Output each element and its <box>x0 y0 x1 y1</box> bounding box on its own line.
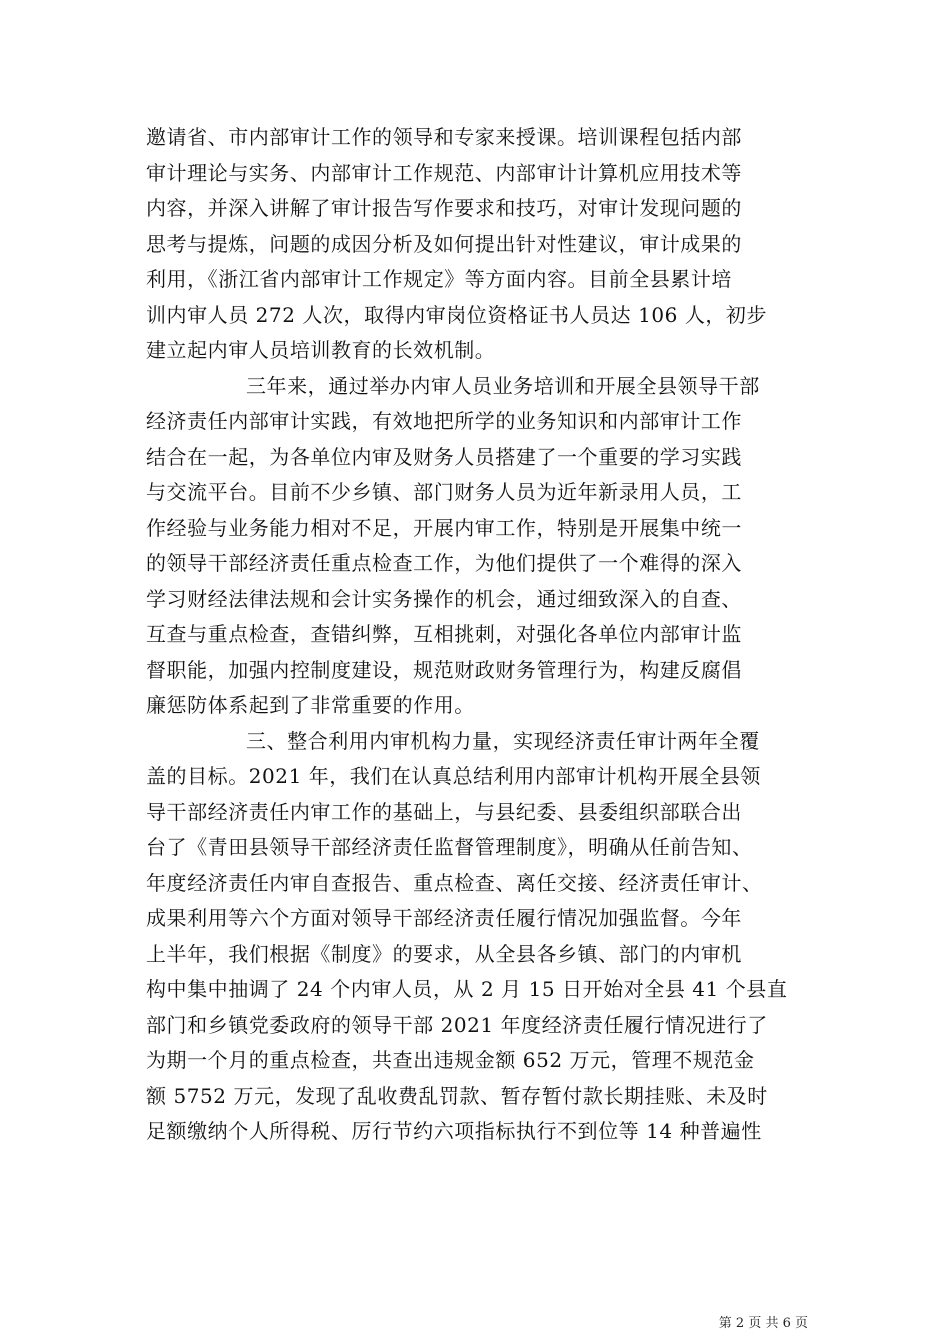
body-text <box>146 120 808 1150</box>
text-line: 利用，《浙江省内部审计工作规定》等方面内容。目前全县累计培 <box>146 267 732 291</box>
text-line: 为期一个月的重点检查，共查出违规金额 652 万元，管理不规范金 <box>146 1048 755 1072</box>
paragraph <box>146 724 808 1150</box>
text-line: 结合在一起，为各单位内审及财务人员搭建了一个重要的学习实践 <box>146 444 742 469</box>
text-line: 建立起内审人员培训教育的长效机制。 <box>146 338 496 362</box>
text-line: 互查与重点检查，查错纠弊，互相挑刺，对强化各单位内部审计监 <box>146 622 742 646</box>
text-line: 廉惩防体系起到了非常重要的作用。 <box>146 693 475 717</box>
text-line: 经济责任内部审计实践，有效地把所学的业务知识和内部审计工作 <box>146 409 742 433</box>
text-line: 审计理论与实务、内部审计工作规范、内部审计计算机应用技术等 <box>146 160 742 185</box>
text-line: 台了《青田县领导干部经济责任监督管理制度》，明确从任前告知、 <box>146 835 753 859</box>
text-line: 成果利用等六个方面对领导干部经济责任履行情况加强监督。今年 <box>146 906 742 930</box>
text-line: 的领导干部经济责任重点检查工作，为他们提供了一个难得的深入 <box>146 551 742 575</box>
text-line: 部门和乡镇党委政府的领导干部 2021 年度经济责任履行情况进行了 <box>146 1012 768 1037</box>
paragraph <box>146 120 808 369</box>
text-line: 作经验与业务能力相对不足，开展内审工作，特别是开展集中统一 <box>146 515 742 540</box>
text-line: 盖的目标。2021 年，我们在认真总结利用内部审计机构开展全县领 <box>146 764 761 788</box>
paragraph <box>146 369 808 724</box>
text-line: 额 5752 万元，发现了乱收费乱罚款、暂存暂付款长期挂账、未及时 <box>146 1083 768 1108</box>
text-line: 邀请省、市内部审计工作的领导和专家来授课。培训课程包括内部 <box>146 125 742 149</box>
text-line: 构中集中抽调了 24 个内审人员，从 2 月 15 日开始对全县 41 个县直 <box>146 977 788 1001</box>
text-line: 思考与提炼，问题的成因分析及如何提出针对性建议，审计成果的 <box>146 231 742 256</box>
text-line: 与交流平台。目前不少乡镇、部门财务人员为近年新录用人员，工 <box>146 480 742 504</box>
text-line: 上半年，我们根据《制度》的要求，从全县各乡镇、部门的内审机 <box>146 941 742 966</box>
text-line: 导干部经济责任内审工作的基础上，与县纪委、县委组织部联合出 <box>146 799 742 824</box>
text-line: 年度经济责任内审自查报告、重点检查、离任交接、经济责任审计、 <box>146 870 763 895</box>
text-line: 督职能，加强内控制度建设，规范财政财务管理行为，构建反腐倡 <box>146 657 742 682</box>
text-line: 三、整合利用内审机构力量，实现经济责任审计两年全覆 <box>246 728 760 753</box>
text-line: 足额缴纳个人所得税、厉行节约六项指标执行不到位等 14 种普遍性 <box>146 1119 762 1143</box>
text-line: 学习财经法律法规和会计实务操作的机会，通过细致深入的自查、 <box>146 586 742 611</box>
page-footer: 第 2 页 共 6 页 <box>718 1316 808 1331</box>
text-line: 三年来，通过举办内审人员业务培训和开展全县领导干部 <box>246 373 760 398</box>
text-line: 训内审人员 272 人次，取得内审岗位资格证书人员达 106 人，初步 <box>146 302 768 327</box>
text-line: 内容，并深入讲解了审计报告写作要求和技巧，对审计发现问题的 <box>146 196 742 220</box>
